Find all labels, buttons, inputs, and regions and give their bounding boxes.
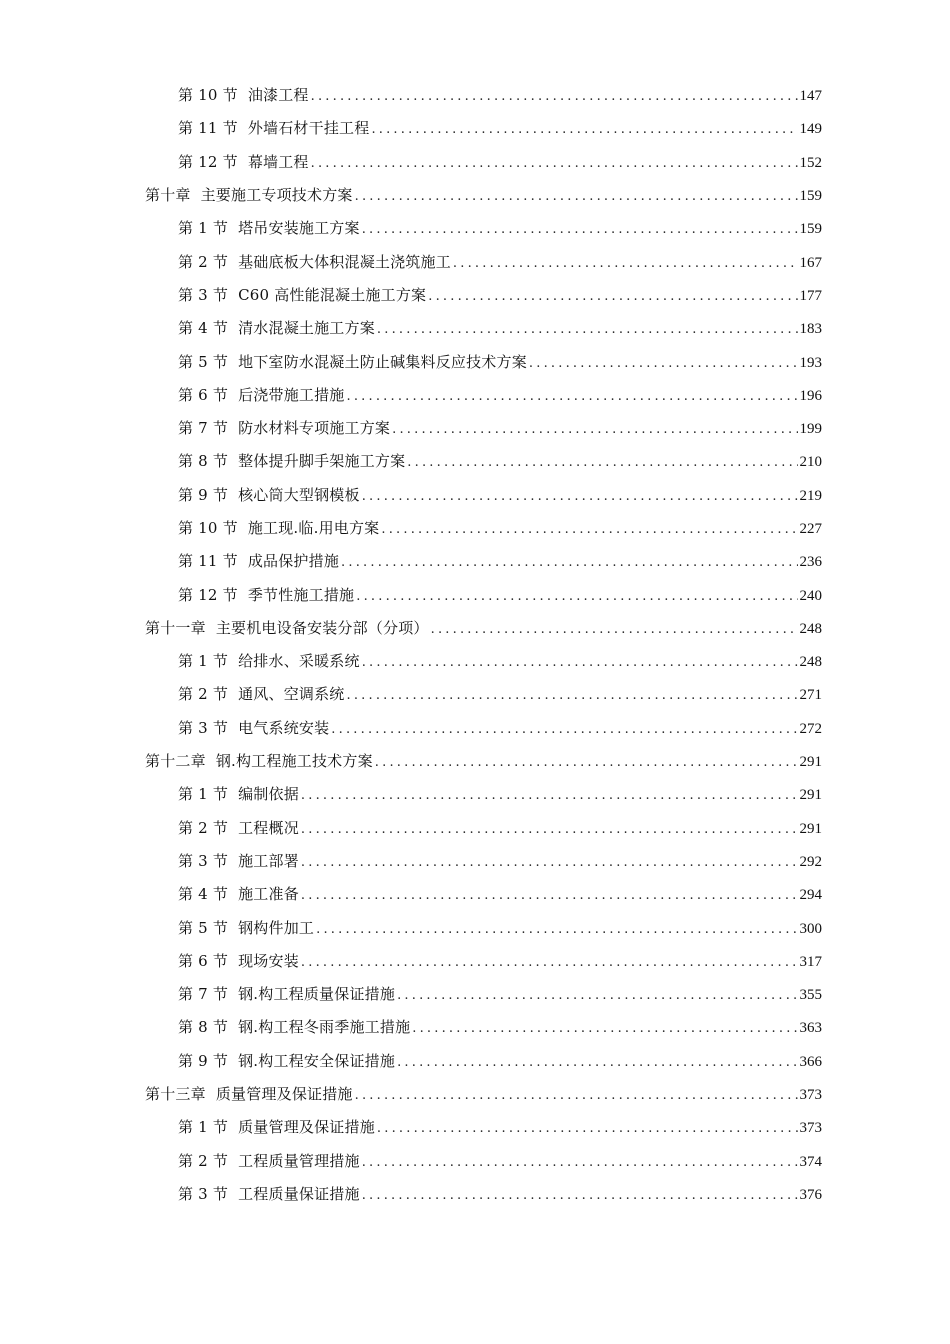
toc-entry-label — [178, 584, 354, 605]
toc-entry-title: 塔吊安装施工方案 — [238, 219, 360, 238]
dot-leader — [362, 489, 798, 504]
toc-entry-page-number: 355 — [799, 987, 822, 1004]
toc-section-entry[interactable] — [0, 977, 950, 1010]
toc-entry-number: 第 2 节 — [178, 685, 229, 704]
toc-entry-page-number: 147 — [799, 88, 822, 105]
toc-section-entry[interactable] — [0, 78, 950, 111]
toc-entry-label — [178, 783, 299, 804]
toc-entry-label — [178, 1050, 395, 1071]
dot-leader — [375, 755, 798, 770]
toc-entry-number: 第十二章 — [145, 752, 206, 771]
toc-entry-page-number: 177 — [799, 287, 822, 304]
toc-entry-label — [178, 683, 345, 704]
toc-entry-title: 施工部署 — [238, 851, 299, 870]
toc-entry-line — [178, 484, 822, 505]
toc-entry-title: 工程概况 — [238, 818, 299, 837]
toc-entry-label — [178, 351, 527, 372]
dot-leader — [407, 455, 797, 470]
toc-entry-title: 成品保护措施 — [247, 552, 340, 571]
toc-entry-line — [178, 717, 822, 738]
dot-leader — [377, 322, 798, 337]
toc-section-entry[interactable] — [0, 944, 950, 977]
toc-entry-number: 第 9 节 — [178, 1051, 229, 1070]
toc-chapter-entry[interactable] — [0, 178, 950, 211]
toc-entry-line — [178, 517, 822, 538]
toc-entry-number: 第 3 节 — [178, 285, 229, 304]
toc-entry-number: 第 11 节 — [178, 119, 238, 138]
toc-entry-title: 施工准备 — [238, 885, 299, 904]
toc-entry-label — [178, 1150, 360, 1171]
toc-entry-title: 主要施工专项技术方案 — [200, 186, 353, 205]
toc-entry-label — [178, 1183, 360, 1204]
dot-leader — [347, 688, 798, 703]
toc-entry-label — [178, 883, 299, 904]
toc-entry-number: 第 6 节 — [178, 385, 229, 404]
toc-entry-line — [178, 550, 822, 571]
toc-entry-label — [178, 317, 375, 338]
toc-entry-title: 主要机电设备安装分部（分项） — [215, 618, 429, 637]
toc-entry-line — [178, 1150, 822, 1171]
toc-entry-title: C60 高性能混凝土施工方案 — [238, 285, 427, 304]
toc-entry-title: 现场安装 — [238, 951, 299, 970]
toc-entry-title: 编制依据 — [238, 785, 299, 804]
toc-entry-number: 第 12 节 — [178, 152, 238, 171]
dot-leader — [377, 1121, 798, 1136]
toc-entry-title: 施工现.临.用电方案 — [247, 519, 380, 537]
toc-entry-line — [145, 1083, 822, 1104]
toc-entry-line — [178, 117, 822, 138]
toc-entry-page-number: 366 — [799, 1053, 822, 1070]
dot-leader — [355, 189, 798, 204]
toc-entry-label — [178, 1116, 375, 1137]
toc-entry-number: 第十章 — [145, 186, 191, 205]
toc-entry-title: 钢.构工程质量保证措施 — [238, 985, 396, 1004]
toc-entry-label — [178, 550, 339, 571]
toc-entry-number: 第 7 节 — [178, 419, 229, 438]
dot-leader — [311, 156, 798, 171]
toc-section-entry[interactable] — [0, 677, 950, 710]
dot-leader — [341, 555, 797, 570]
toc-entry-title: 钢.构工程施工技术方案 — [215, 752, 373, 771]
toc-entry-number: 第 8 节 — [178, 1018, 229, 1037]
dot-leader — [347, 389, 798, 404]
dot-leader — [529, 356, 798, 371]
dot-leader — [381, 522, 797, 537]
toc-entry-line — [178, 251, 822, 272]
toc-entry-number: 第 5 节 — [178, 352, 229, 371]
toc-entry-number: 第 7 节 — [178, 985, 229, 1004]
toc-entry-page-number: 294 — [799, 887, 822, 904]
toc-entry-number: 第十一章 — [145, 618, 206, 637]
toc-entry-number: 第 3 节 — [178, 851, 229, 870]
toc-entry-label — [145, 184, 353, 205]
toc-entry-title: 质量管理及保证措施 — [215, 1085, 353, 1104]
toc-entry-line — [178, 817, 822, 838]
toc-entry-title: 清水混凝土施工方案 — [238, 319, 375, 338]
toc-entry-page-number: 317 — [799, 953, 822, 970]
toc-entry-title: 给排水、采暖系统 — [238, 652, 360, 671]
toc-entry-number: 第 2 节 — [178, 252, 229, 271]
toc-entry-label — [178, 650, 360, 671]
toc-entry-label — [178, 384, 345, 405]
toc-entry-label — [178, 417, 390, 438]
toc-section-entry[interactable] — [0, 278, 950, 311]
toc-entry-page-number: 248 — [799, 654, 822, 671]
toc-entry-line — [178, 983, 822, 1004]
dot-leader — [371, 122, 797, 137]
dot-leader — [428, 289, 797, 304]
table-of-contents — [0, 78, 950, 1210]
toc-entry-page-number: 272 — [799, 720, 822, 737]
toc-entry-title: 钢.构工程冬雨季施工措施 — [238, 1018, 411, 1037]
toc-entry-label — [178, 517, 379, 538]
toc-section-entry[interactable] — [0, 111, 950, 144]
toc-section-entry[interactable] — [0, 644, 950, 677]
dot-leader — [301, 955, 798, 970]
toc-entry-label — [145, 750, 373, 771]
dot-leader — [362, 1188, 798, 1203]
toc-entry-label — [178, 1016, 410, 1037]
dot-leader — [397, 988, 797, 1003]
toc-entry-line — [178, 351, 822, 372]
toc-entry-line — [178, 1050, 822, 1071]
dot-leader — [311, 89, 798, 104]
toc-entry-line — [178, 284, 822, 305]
toc-entry-label — [178, 151, 309, 172]
toc-entry-page-number: 167 — [799, 254, 822, 271]
toc-entry-number: 第 3 节 — [178, 1184, 229, 1203]
toc-section-entry[interactable] — [0, 444, 950, 477]
toc-entry-page-number: 300 — [799, 920, 822, 937]
toc-entry-title: 质量管理及保证措施 — [238, 1118, 375, 1137]
toc-entry-line — [178, 650, 822, 671]
toc-entry-number: 第 2 节 — [178, 1151, 229, 1170]
toc-entry-page-number: 196 — [799, 387, 822, 404]
toc-entry-page-number: 291 — [799, 754, 822, 771]
toc-section-entry[interactable] — [0, 577, 950, 610]
toc-entry-line — [178, 1116, 822, 1137]
toc-section-entry[interactable] — [0, 378, 950, 411]
toc-entry-number: 第 11 节 — [178, 552, 238, 571]
toc-entry-label — [178, 850, 299, 871]
toc-entry-title: 油漆工程 — [247, 86, 309, 105]
toc-entry-line — [178, 1016, 822, 1037]
toc-chapter-entry[interactable] — [0, 1077, 950, 1110]
dot-leader — [301, 855, 798, 870]
toc-entry-page-number: 363 — [799, 1020, 822, 1037]
toc-entry-label — [178, 450, 405, 471]
toc-entry-label — [145, 617, 429, 638]
toc-entry-title: 电气系统安装 — [238, 718, 330, 737]
toc-entry-line — [178, 84, 822, 105]
dot-leader — [316, 922, 797, 937]
toc-entry-label — [178, 484, 360, 505]
dot-leader — [301, 788, 798, 803]
toc-entry-number: 第 1 节 — [178, 219, 229, 238]
toc-section-entry[interactable] — [0, 478, 950, 511]
toc-section-entry[interactable] — [0, 344, 950, 377]
dot-leader — [362, 222, 798, 237]
toc-entry-title: 工程质量保证措施 — [238, 1184, 360, 1203]
toc-section-entry[interactable] — [0, 877, 950, 910]
toc-section-entry[interactable] — [0, 544, 950, 577]
toc-entry-line — [178, 917, 822, 938]
toc-entry-page-number: 374 — [799, 1153, 822, 1170]
toc-entry-line — [178, 584, 822, 605]
toc-entry-title: 钢构件加工 — [238, 918, 315, 937]
toc-section-entry[interactable] — [0, 1044, 950, 1077]
dot-leader — [356, 589, 797, 604]
toc-entry-page-number: 183 — [799, 321, 822, 338]
toc-entry-line — [178, 950, 822, 971]
toc-entry-page-number: 292 — [799, 853, 822, 870]
toc-section-entry[interactable] — [0, 910, 950, 943]
toc-entry-page-number: 240 — [799, 587, 822, 604]
toc-entry-number: 第 1 节 — [178, 785, 229, 804]
toc-entry-title: 防水材料专项施工方案 — [238, 419, 391, 438]
toc-entry-label — [178, 717, 329, 738]
dot-leader — [431, 622, 798, 637]
toc-entry-page-number: 227 — [799, 521, 822, 537]
toc-entry-title: 工程质量管理措施 — [238, 1151, 360, 1170]
dot-leader — [397, 1055, 797, 1070]
toc-entry-page-number: 149 — [799, 121, 822, 138]
toc-entry-page-number: 248 — [799, 620, 822, 637]
toc-section-entry[interactable] — [0, 311, 950, 344]
toc-entry-title: 地下室防水混凝土防止碱集料反应技术方案 — [238, 352, 527, 371]
toc-entry-page-number: 291 — [799, 820, 822, 837]
toc-entry-title: 后浇带施工措施 — [238, 385, 345, 404]
toc-entry-number: 第 4 节 — [178, 885, 229, 904]
toc-entry-number: 第十三章 — [145, 1085, 206, 1104]
toc-entry-number: 第 4 节 — [178, 319, 229, 338]
toc-entry-label — [178, 284, 426, 305]
toc-entry-label — [178, 251, 451, 272]
toc-entry-page-number: 373 — [799, 1120, 822, 1137]
toc-entry-label — [178, 950, 299, 971]
toc-entry-title: 整体提升脚手架施工方案 — [238, 452, 406, 471]
toc-entry-page-number: 376 — [799, 1186, 822, 1203]
toc-entry-number: 第 10 节 — [178, 86, 238, 105]
toc-entry-number: 第 6 节 — [178, 951, 229, 970]
toc-entry-number: 第 8 节 — [178, 452, 229, 471]
dot-leader — [301, 888, 798, 903]
toc-entry-line — [178, 217, 822, 238]
toc-section-entry[interactable] — [0, 1177, 950, 1210]
toc-entry-line — [178, 683, 822, 704]
dot-leader — [392, 422, 797, 437]
toc-entry-line — [178, 883, 822, 904]
toc-entry-page-number: 159 — [799, 188, 822, 205]
toc-chapter-entry[interactable] — [0, 744, 950, 777]
dot-leader — [331, 722, 797, 737]
toc-section-entry[interactable] — [0, 211, 950, 244]
toc-entry-line — [145, 184, 822, 205]
toc-section-entry[interactable] — [0, 1110, 950, 1143]
toc-section-entry[interactable] — [0, 811, 950, 844]
toc-entry-label — [178, 117, 369, 138]
dot-leader — [362, 1155, 798, 1170]
toc-entry-number: 第 10 节 — [178, 519, 238, 537]
toc-entry-line — [178, 783, 822, 804]
toc-section-entry[interactable] — [0, 411, 950, 444]
toc-entry-title: 核心筒大型钢模板 — [238, 485, 360, 504]
toc-section-entry[interactable] — [0, 244, 950, 277]
dot-leader — [412, 1021, 797, 1036]
toc-entry-label — [178, 917, 314, 938]
toc-entry-line — [178, 450, 822, 471]
toc-entry-line — [178, 850, 822, 871]
toc-entry-label — [178, 817, 299, 838]
toc-entry-number: 第 1 节 — [178, 652, 229, 671]
toc-entry-title: 幕墙工程 — [247, 152, 309, 171]
toc-section-entry[interactable] — [0, 1144, 950, 1177]
toc-entry-label — [178, 217, 360, 238]
dot-leader — [453, 256, 798, 271]
toc-entry-number: 第 9 节 — [178, 485, 229, 504]
toc-entry-title: 钢.构工程安全保证措施 — [238, 1051, 396, 1070]
toc-entry-line — [145, 617, 822, 638]
toc-entry-page-number: 291 — [799, 787, 822, 804]
toc-entry-page-number: 236 — [799, 554, 822, 571]
toc-entry-number: 第 1 节 — [178, 1118, 229, 1137]
toc-entry-line — [178, 1183, 822, 1204]
toc-entry-label — [178, 84, 309, 105]
toc-entry-page-number: 199 — [799, 421, 822, 438]
toc-entry-page-number: 159 — [799, 221, 822, 238]
toc-section-entry[interactable] — [0, 145, 950, 178]
toc-section-entry[interactable] — [0, 844, 950, 877]
toc-entry-line — [178, 317, 822, 338]
toc-entry-page-number: 219 — [799, 487, 822, 504]
toc-section-entry[interactable] — [0, 511, 950, 544]
toc-entry-title: 通风、空调系统 — [238, 685, 345, 704]
toc-entry-page-number: 193 — [799, 354, 822, 371]
toc-section-entry[interactable] — [0, 711, 950, 744]
toc-section-entry[interactable] — [0, 777, 950, 810]
toc-entry-number: 第 12 节 — [178, 585, 238, 604]
toc-entry-title: 季节性施工措施 — [247, 585, 355, 604]
toc-entry-page-number: 271 — [799, 687, 822, 704]
dot-leader — [301, 822, 798, 837]
toc-entry-number: 第 3 节 — [178, 718, 229, 737]
toc-entry-page-number: 152 — [799, 154, 822, 171]
toc-entry-number: 第 2 节 — [178, 818, 229, 837]
dot-leader — [355, 1088, 798, 1103]
toc-entry-line — [178, 384, 822, 405]
toc-chapter-entry[interactable] — [0, 611, 950, 644]
toc-entry-line — [178, 151, 822, 172]
toc-entry-number: 第 5 节 — [178, 918, 229, 937]
toc-entry-line — [145, 750, 822, 771]
toc-entry-page-number: 373 — [799, 1087, 822, 1104]
toc-entry-page-number: 210 — [799, 454, 822, 471]
toc-entry-label — [145, 1083, 353, 1104]
toc-entry-line — [178, 417, 822, 438]
toc-entry-label — [178, 983, 395, 1004]
dot-leader — [362, 655, 798, 670]
toc-section-entry[interactable] — [0, 1010, 950, 1043]
toc-entry-title: 基础底板大体积混凝土浇筑施工 — [238, 252, 451, 271]
toc-entry-title: 外墙石材干挂工程 — [247, 119, 370, 138]
